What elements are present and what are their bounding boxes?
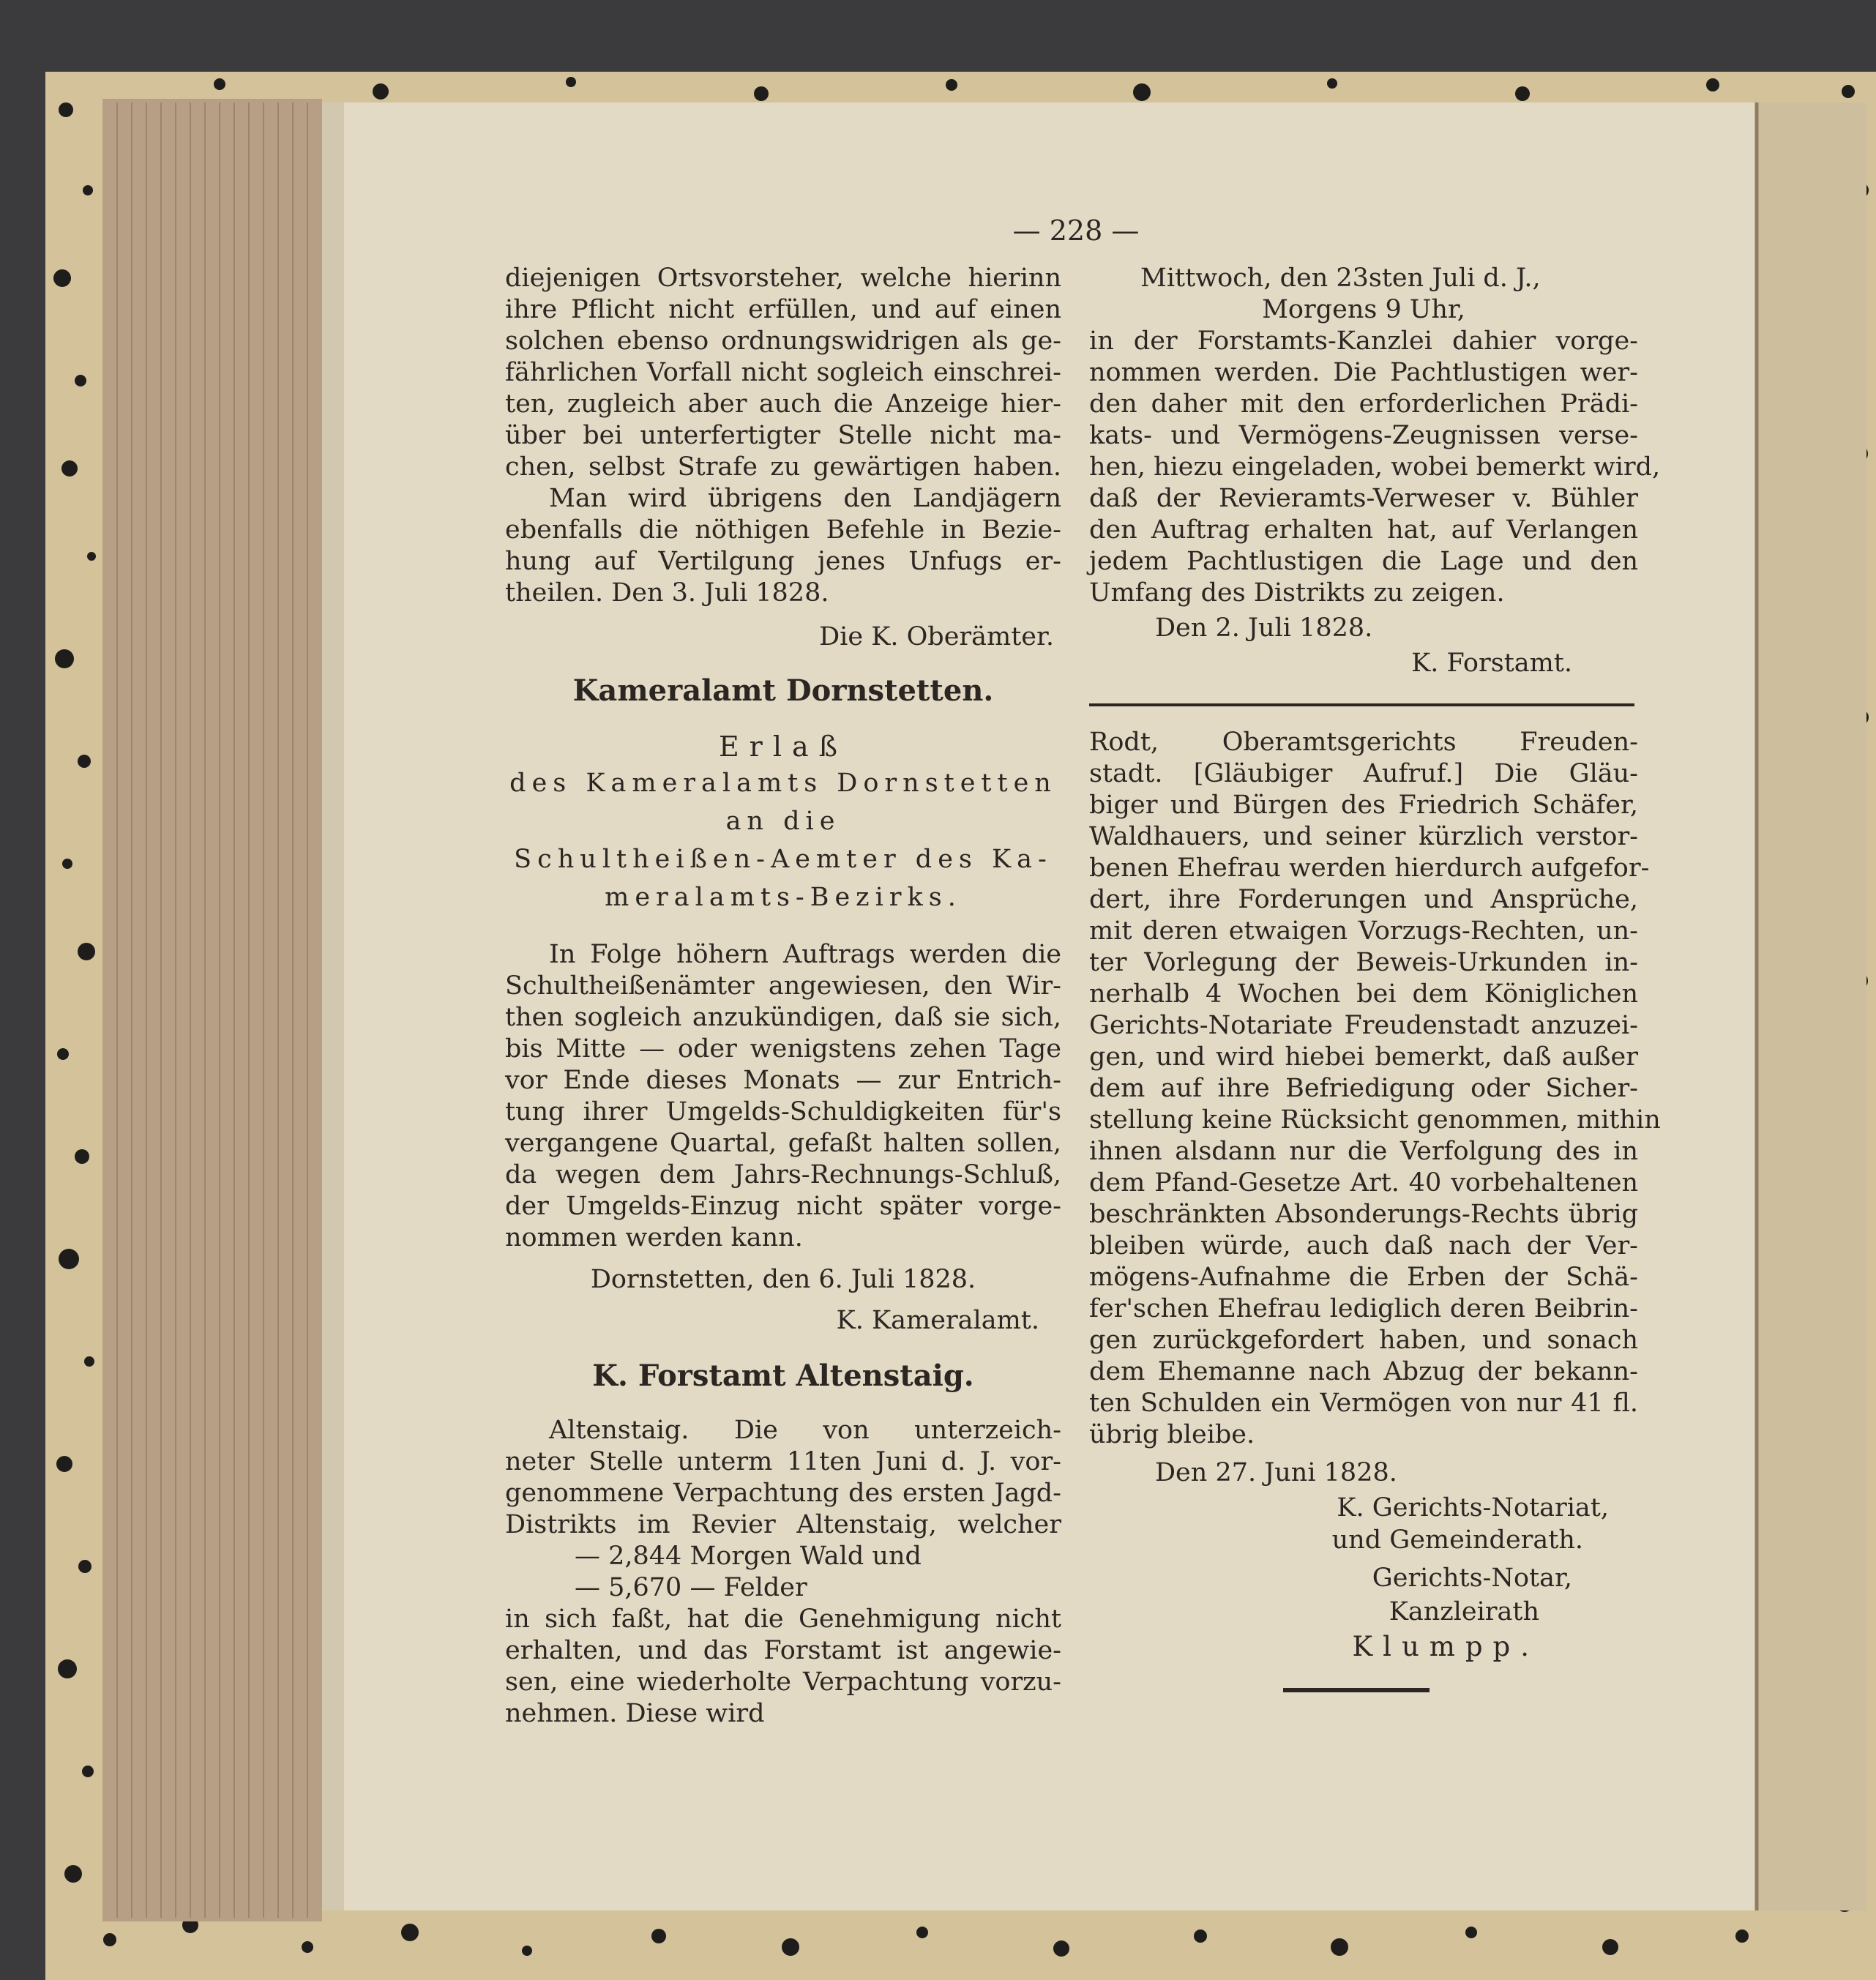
left-para3-line: neter Stelle unterm 11ten Juni d. J. vor- [505,1447,1061,1476]
left-place-date: Dornstetten, den 6. Juli 1828. [590,1265,976,1294]
erlass-title: Erlaß [718,731,848,763]
right-para1-line: Umfang des Distrikts zu zeigen. [1089,578,1505,608]
right-para1-line: daß der Revieramts-Verweser v. Bühler [1089,484,1638,513]
erlass-subtitle-line: des Kameralamts Dornstetten [509,769,1057,798]
left-para2-line: tung ihrer Umgelds-Schuldigkeiten für's [505,1097,1061,1127]
left-para1-line: solchen ebenso ordnungswidrigen als ge- [505,326,1061,356]
left-column [505,262,1061,1916]
left-para3-line: — 2,844 Morgen Wald und [575,1542,922,1571]
left-para3-line: Altenstaig. Die von unterzeich- [549,1416,1061,1445]
right-para2-line: biger und Bürgen des Friedrich Schäfer, [1089,791,1638,820]
right-para2-line: dem Ehemanne nach Abzug der bekann- [1089,1357,1638,1386]
left-para2-line: Schultheißenämter angewiesen, den Wir- [505,971,1061,1001]
left-para2-line: bis Mitte — oder wenigstens zehen Tage [505,1034,1061,1064]
left-para1-line: hung auf Vertilgung jenes Unfugs er- [505,547,1061,576]
left-para2-line: In Folge höhern Auftrags werden die [549,940,1061,969]
left-para2-line: then sogleich anzukündigen, daß sie sich, [505,1003,1061,1032]
left-para1-line: über bei unterfertigter Stelle nicht ma- [505,421,1061,450]
left-para3-line: sen, eine wiederholte Verpachtung vorzu- [505,1667,1061,1697]
left-signature-kameralamt: K. Kameralamt. [836,1306,1039,1335]
erlass-subtitle-line: an die [725,807,841,836]
left-para3-line: — 5,670 — Felder [575,1573,807,1602]
right-para2-line: stellung keine Rücksicht genommen, mithin [1089,1105,1661,1135]
right-para2-line: Gerichts-Notariate Freudenstadt anzuzei- [1089,1011,1638,1040]
right-column [1089,262,1661,1916]
left-para2-line: der Umgelds-Einzug nicht später vorge- [505,1192,1061,1221]
right-para1-line: nommen werden. Die Pachtlustigen wer- [1089,358,1638,387]
left-para2-line: vergangene Quartal, gefaßt halten sollen, [505,1129,1061,1158]
right-para2-line: dem Pfand-Gesetze Art. 40 vorbehaltenen [1089,1168,1638,1198]
section-divider [1089,703,1634,706]
left-para2-line: vor Ende dieses Monats — zur Entrich- [505,1066,1061,1095]
left-para1-line: ihre Pflicht nicht erfüllen, und auf einen [505,295,1061,324]
right-para2-line: dert, ihre Forderungen und Ansprüche, [1089,885,1638,914]
right-para2-line: Waldhauers, und seiner kürzlich verstor- [1089,822,1638,851]
left-para1-line: fährlichen Vorfall nicht sogleich einschrei- [505,358,1061,387]
right-date-1: Den 2. Juli 1828. [1155,613,1373,643]
right-para2-line: mögens-Aufnahme die Erben der Schä- [1089,1263,1638,1292]
right-para2-line: Rodt, Oberamtsgerichts Freuden- [1089,728,1638,757]
right-signature-line: K. Gerichts-Notariat, [1337,1493,1609,1523]
right-para1-line: jedem Pachtlustigen die Lage und den [1089,547,1638,576]
right-para2-line: gen, und wird hiebei bemerkt, daß außer [1089,1042,1638,1072]
right-para1-line: kats- und Vermögens-Zeugnissen verse- [1089,421,1638,450]
right-date-2: Den 27. Juni 1828. [1155,1458,1397,1487]
left-para1-line: ebenfalls die nöthigen Befehle in Bezie- [505,515,1061,545]
erlass-subtitle-line: Schultheißen-Aemter des Ka- [514,845,1053,874]
right-para2-line: dem auf ihre Befriedigung oder Sicher- [1089,1074,1638,1103]
left-para1-line: theilen. Den 3. Juli 1828. [505,578,829,608]
right-signature-name: Klumpp. [1352,1631,1539,1662]
left-para2-line: da wegen dem Jahrs-Rechnungs-Schluß, [505,1160,1061,1189]
left-para1-line: chen, selbst Strafe zu gewärtigen haben. [505,452,1061,482]
right-para1-line: den Auftrag erhalten hat, auf Verlangen [1089,515,1638,545]
left-para3-line: nehmen. Diese wird [505,1699,765,1728]
right-para2-line: benen Ehefrau werden hierdurch aufgefor- [1089,853,1650,883]
left-para1-line: diejenigen Ortsvorsteher, welche hierinn [505,264,1061,293]
erlass-subtitle-line: meralamts-Bezirks. [605,883,962,912]
right-para2-line: gen zurückgefordert haben, und sonach [1089,1326,1638,1355]
left-para3-line: genommene Verpachtung des ersten Jagd- [505,1479,1061,1508]
page-number: — 228 — [1012,214,1140,247]
left-signature-oberaemter: Die K. Oberämter. [819,622,1054,651]
left-para2-line: nommen werden kann. [505,1223,803,1252]
left-para1-line: ten, zugleich aber auch die Anzeige hier- [505,389,1061,419]
left-para3-line: in sich faßt, hat die Genehmigung nicht [505,1604,1061,1634]
left-para1-line: Man wird übrigens den Landjägern [549,484,1061,513]
right-para2-line: mit deren etwaigen Vorzugs-Rechten, un- [1089,916,1638,946]
right-para2-line: übrig bleibe. [1089,1420,1255,1449]
right-para1-line: in der Forstamts-Kanzlei dahier vorge- [1089,326,1638,356]
right-signature-line: Gerichts-Notar, [1372,1564,1572,1593]
right-signature-line: Kanzleirath [1389,1597,1539,1626]
left-para3-line: Distrikts im Revier Altenstaig, welcher [505,1510,1061,1539]
right-para2-line: ihnen alsdann nur die Verfolgung des in [1089,1137,1638,1166]
right-lead-line: Mittwoch, den 23sten Juli d. J., [1140,264,1541,293]
right-signature-forstamt: K. Forstamt. [1411,649,1572,678]
right-para2-line: fer'schen Ehefrau lediglich deren Beibrin- [1089,1294,1638,1323]
heading-kameralamt-dornstetten: Kameralamt Dornstetten. [572,673,994,708]
heading-forstamt-altenstaig: K. Forstamt Altenstaig. [592,1359,974,1393]
left-para3-line: erhalten, und das Forstamt ist angewie- [505,1636,1061,1665]
closing-rule [1283,1688,1430,1692]
right-signature-line: und Gemeinderath. [1331,1525,1583,1555]
right-para2-line: ten Schulden ein Vermögen von nur 41 fl. [1089,1389,1638,1418]
right-lead-line: Morgens 9 Uhr, [1262,295,1465,324]
right-para1-line: hen, hiezu eingeladen, wobei bemerkt wird, [1089,452,1661,482]
right-para2-line: bleiben würde, auch daß nach der Ver- [1089,1231,1638,1260]
right-para2-line: beschränkten Absonderungs-Rechts übrig [1089,1200,1638,1229]
right-para1-line: den daher mit den erforderlichen Prädi- [1089,389,1638,419]
right-para2-line: nerhalb 4 Wochen bei dem Königlichen [1089,979,1638,1009]
right-para2-line: ter Vorlegung der Beweis-Urkunden in- [1089,948,1638,977]
right-para2-line: stadt. [Gläubiger Aufruf.] Die Gläu- [1089,759,1638,788]
